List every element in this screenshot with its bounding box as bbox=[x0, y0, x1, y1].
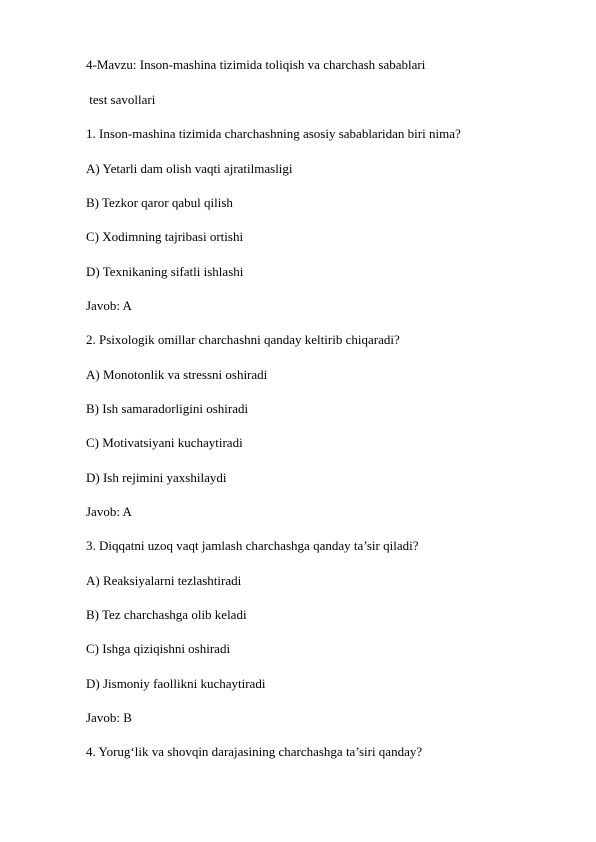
question-4: 4. Yorug‘lik va shovqin darajasining charchashga ta’siri qanday? bbox=[86, 744, 423, 759]
option-3d: D) Jismoniy faollikni kuchaytiradi bbox=[86, 676, 266, 691]
option-2b: B) Ish samaradorligini oshiradi bbox=[86, 401, 249, 416]
option-2a: A) Monotonlik va stressni oshiradi bbox=[86, 367, 268, 382]
option-2c: C) Motivatsiyani kuchaytiradi bbox=[86, 435, 243, 450]
option-3c: C) Ishga qiziqishni oshiradi bbox=[86, 641, 231, 656]
option-2d: D) Ish rejimini yaxshilaydi bbox=[86, 470, 227, 485]
option-1d: D) Texnikaning sifatli ishlashi bbox=[86, 264, 244, 279]
answer-3: Javob: B bbox=[86, 710, 132, 725]
option-1c: C) Xodimning tajribasi ortishi bbox=[86, 229, 244, 244]
answer-1: Javob: A bbox=[86, 298, 132, 313]
option-1b: B) Tezkor qaror qabul qilish bbox=[86, 195, 233, 210]
answer-2: Javob: A bbox=[86, 504, 132, 519]
option-3b: B) Tez charchashga olib keladi bbox=[86, 607, 247, 622]
topic-title: 4-Mavzu: Inson-mashina tizimida toliqish va charchash sabablari bbox=[86, 57, 426, 72]
option-3a: A) Reaksiyalarni tezlashtiradi bbox=[86, 573, 242, 588]
question-2: 2. Psixologik omillar charchashni qanday keltirib chiqaradi? bbox=[86, 332, 400, 347]
question-3: 3. Diqqatni uzoq vaqt jamlash charchashga qanday ta’sir qiladi? bbox=[86, 538, 419, 553]
option-1a: A) Yetarli dam olish vaqti ajratilmasligi bbox=[86, 161, 293, 176]
question-1: 1. Inson-mashina tizimida charchashning asosiy sabablaridan biri nima? bbox=[86, 126, 461, 141]
subtitle: test savollari bbox=[86, 92, 156, 107]
